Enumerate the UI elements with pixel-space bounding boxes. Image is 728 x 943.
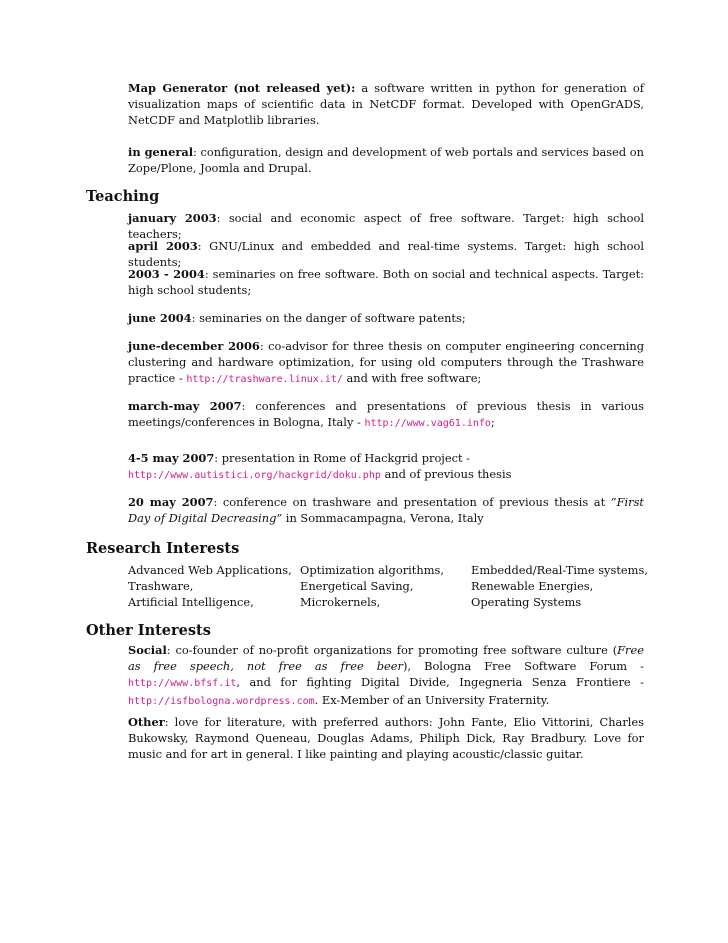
entry-text: : co-founder of no-profit organizations for promoting free software culture ( bbox=[166, 643, 618, 657]
research-interests-grid bbox=[128, 562, 648, 610]
entry-text-after: ; bbox=[490, 415, 495, 429]
entry-head: april 2003 bbox=[128, 239, 198, 253]
teaching-item bbox=[128, 450, 644, 484]
teaching-item bbox=[128, 398, 644, 432]
entry-head: Map Generator (not released yet): bbox=[128, 81, 356, 95]
research-interest: Microkernels, bbox=[300, 595, 381, 609]
entry-head: march-may 2007 bbox=[128, 399, 242, 413]
research-interest: Operating Systems bbox=[471, 595, 582, 609]
research-interest: Advanced Web Applications, bbox=[128, 563, 292, 577]
project-in-general bbox=[128, 144, 644, 176]
entry-head: 20 may 2007 bbox=[128, 495, 214, 509]
hackgrid-link[interactable]: http://www.autistici.org/hackgrid/doku.php bbox=[128, 470, 381, 481]
entry-text: : seminaries on the danger of software patents; bbox=[191, 311, 466, 325]
entry-head: Social bbox=[128, 643, 167, 657]
research-interest: Artificial Intelligence, bbox=[128, 595, 254, 609]
trashware-link[interactable]: http://trashware.linux.it/ bbox=[186, 374, 343, 385]
entry-italic: Free as free speech, not free as free beer bbox=[128, 643, 644, 673]
teaching-item bbox=[128, 266, 644, 298]
entry-head: january 2003 bbox=[128, 211, 217, 225]
entry-text: : conferences and presentations of previous thesis in various meetings/conferences in Bologna, Italy - bbox=[128, 399, 644, 429]
entry-text: : conference on trashware and presentation of previous thesis at bbox=[213, 495, 611, 509]
entry-head: 4-5 may 2007 bbox=[128, 451, 215, 465]
entry-text: : co-advisor for three thesis on computer engineering concerning clustering and hardware optimization, for using old computers through the Trashware practice - bbox=[128, 339, 644, 385]
entry-text: : seminaries on free software. Both on social and technical aspects. Target: high school students; bbox=[128, 267, 644, 297]
entry-text: : social and economic aspect of free software. Target: high school teachers; bbox=[128, 211, 645, 241]
entry-text: : presentation in Rome of Hackgrid project - bbox=[214, 451, 471, 465]
other-interest-other bbox=[128, 714, 644, 762]
entry-head: Other bbox=[128, 715, 165, 729]
bfsf-link[interactable]: http://www.bfsf.it bbox=[128, 678, 237, 689]
entry-text: a software written in python for generation of visualization maps of scientific data in NetCDF format. Developed with OpenGrADS, NetCDF and Matplotlib libraries. bbox=[128, 81, 645, 127]
isfbologna-link[interactable]: http://isfbologna.wordpress.com bbox=[128, 696, 315, 707]
research-interest: Optimization algorithms, bbox=[300, 563, 444, 577]
entry-text: : configuration, design and development of web portals and services based on Zope/Plone, Joomla and Drupal. bbox=[128, 145, 644, 175]
entry-italic: ”First Day of Digital Decreasing” bbox=[128, 495, 644, 525]
entry-text: : love for literature, with preferred authors: John Fante, Elio Vittorini, Charles Bukowsky, Raymond Queneau, Douglas Adams, Philiph Dick, Ray Bradbury. Love for music and for art in general. I like painting and playing acoustic/classic guitar. bbox=[128, 715, 644, 761]
research-interest: Trashware, bbox=[128, 579, 194, 593]
research-interest: Renewable Energies, bbox=[471, 579, 594, 593]
section-title-research-interests: Research Interests bbox=[86, 540, 240, 557]
teaching-item bbox=[128, 494, 644, 526]
entry-text: ), Bologna Free Software Forum - bbox=[402, 659, 644, 673]
vag61-link[interactable]: http://www.vag61.info bbox=[364, 418, 491, 429]
teaching-item bbox=[128, 338, 644, 388]
section-title-other-interests: Other Interests bbox=[86, 622, 211, 639]
entry-text: : GNU/Linux and embedded and real-time systems. Target: high school students; bbox=[128, 239, 645, 269]
entry-text: , and for fighting Digital Divide, Ingegneria Senza Frontiere - bbox=[236, 675, 644, 689]
entry-text: . Ex-Member of an University Fraternity. bbox=[314, 693, 550, 707]
entry-head: in general bbox=[128, 145, 194, 159]
entry-text-after: in Sommacampagna, Verona, Italy bbox=[282, 511, 484, 525]
section-title-teaching: Teaching bbox=[86, 188, 160, 205]
entry-text-after: and with free software; bbox=[342, 371, 482, 385]
entry-head: june 2004 bbox=[128, 311, 192, 325]
research-interest: Energetical Saving, bbox=[300, 579, 414, 593]
research-interest: Embedded/Real-Time systems, bbox=[471, 563, 648, 577]
teaching-item bbox=[128, 310, 644, 326]
entry-head: 2003 - 2004 bbox=[128, 267, 205, 281]
entry-text-after: and of previous thesis bbox=[380, 467, 512, 481]
entry-head: june-december 2006 bbox=[128, 339, 260, 353]
project-map-generator bbox=[128, 80, 644, 128]
other-interest-social bbox=[128, 642, 644, 710]
